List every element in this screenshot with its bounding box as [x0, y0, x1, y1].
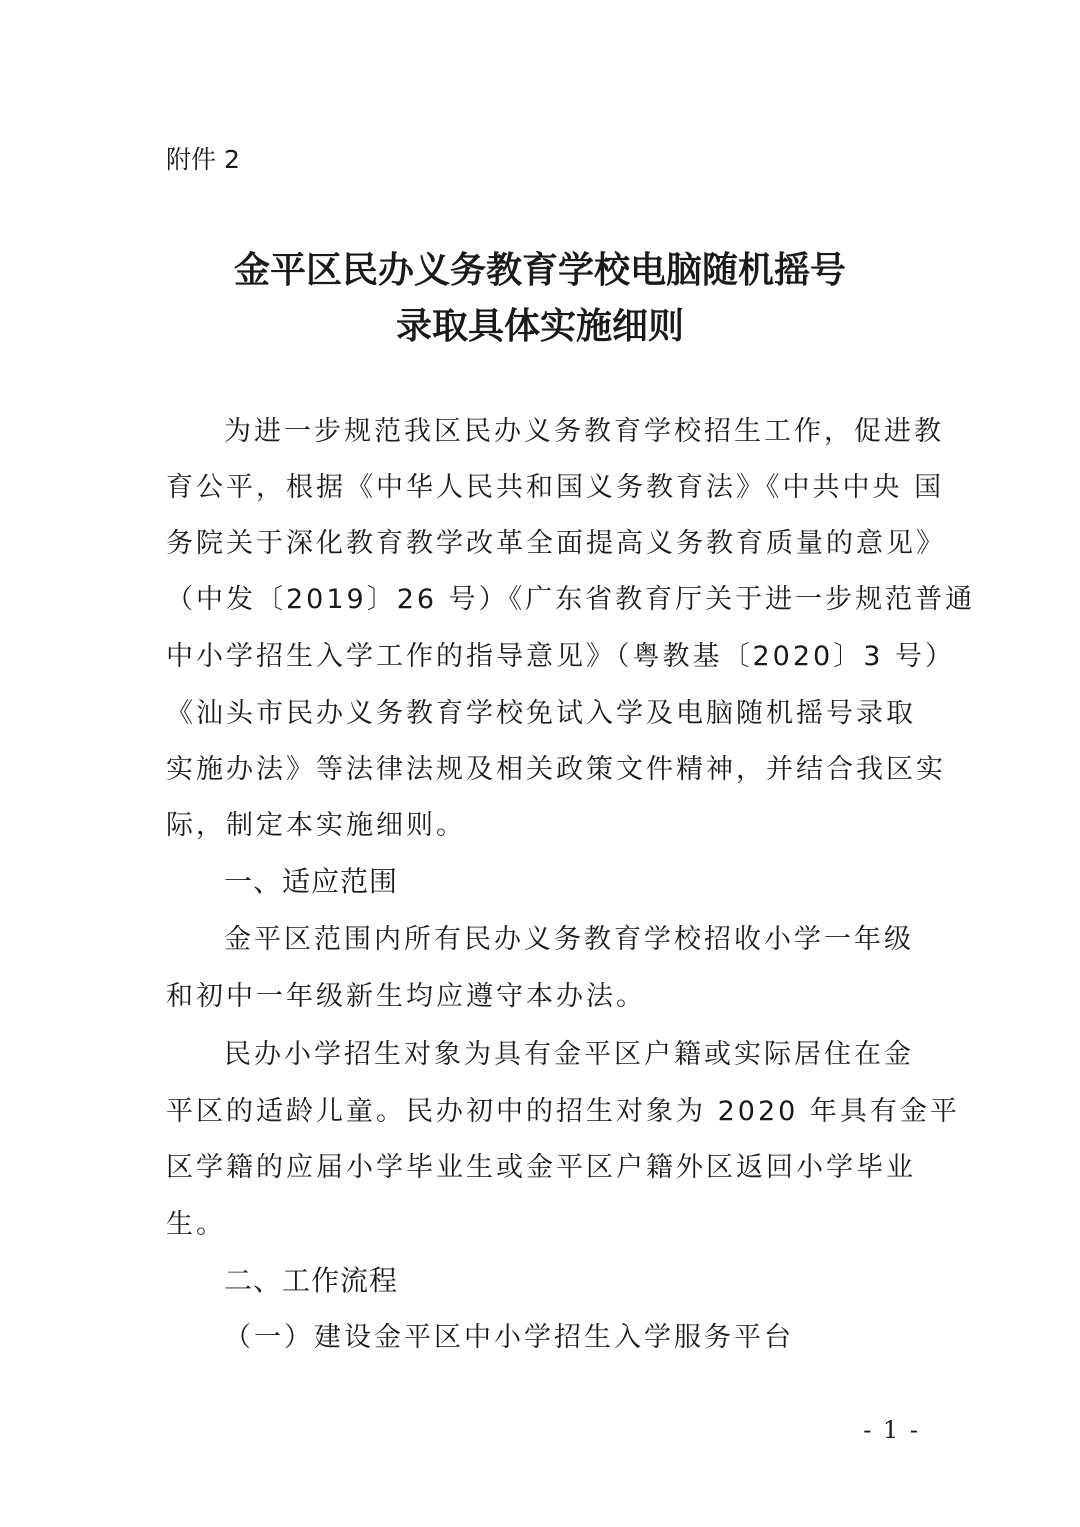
scope-paragraph-line: 金平区范围内所有民办义务教育学校招收小学一年级: [224, 924, 914, 955]
intro-line: 《汕头市民办义务教育学校免试入学及电脑随机摇号录取: [166, 698, 916, 729]
intro-line: （中发〔2019〕26 号）《广东省教育厅关于进一步规范普通: [166, 584, 976, 615]
intro-line: 实施办法》等法律法规及相关政策文件精神，并结合我区实: [166, 754, 946, 785]
scope-paragraph-line: 民办小学招生对象为具有金平区户籍或实际居住在金: [224, 1039, 914, 1070]
section-heading-workflow: 二、工作流程: [224, 1264, 399, 1297]
scope-paragraph-line: 生。: [166, 1209, 226, 1240]
scope-paragraph-line: 和初中一年级新生均应遵守本办法。: [166, 981, 646, 1012]
intro-line: 中小学招生入学工作的指导意见》（粤教基〔2020〕3 号）: [166, 641, 955, 672]
scope-paragraph-line: 区学籍的应届小学毕业生或金平区户籍外区返回小学毕业: [166, 1152, 916, 1183]
document-title-line-1: 金平区民办义务教育学校电脑随机摇号: [233, 249, 846, 291]
intro-line: 际，制定本实施细则。: [166, 810, 466, 841]
scope-paragraph-line: 平区的适龄儿童。民办初中的招生对象为 2020 年具有金平: [166, 1096, 960, 1127]
intro-line: 为进一步规范我区民办义务教育学校招生工作，促进教: [224, 416, 944, 447]
document-title-line-2: 录取具体实施细则: [395, 305, 684, 347]
section-heading-scope: 一、适应范围: [224, 865, 399, 898]
attachment-label: 附件 2: [166, 145, 240, 174]
intro-line: 务院关于深化教育教学改革全面提高义务教育质量的意见》: [166, 528, 946, 559]
page-number: - 1 -: [863, 1416, 920, 1444]
subsection-heading: （一）建设金平区中小学招生入学服务平台: [224, 1322, 794, 1353]
intro-line: 育公平，根据《中华人民共和国义务教育法》《中共中央 国: [166, 472, 945, 503]
